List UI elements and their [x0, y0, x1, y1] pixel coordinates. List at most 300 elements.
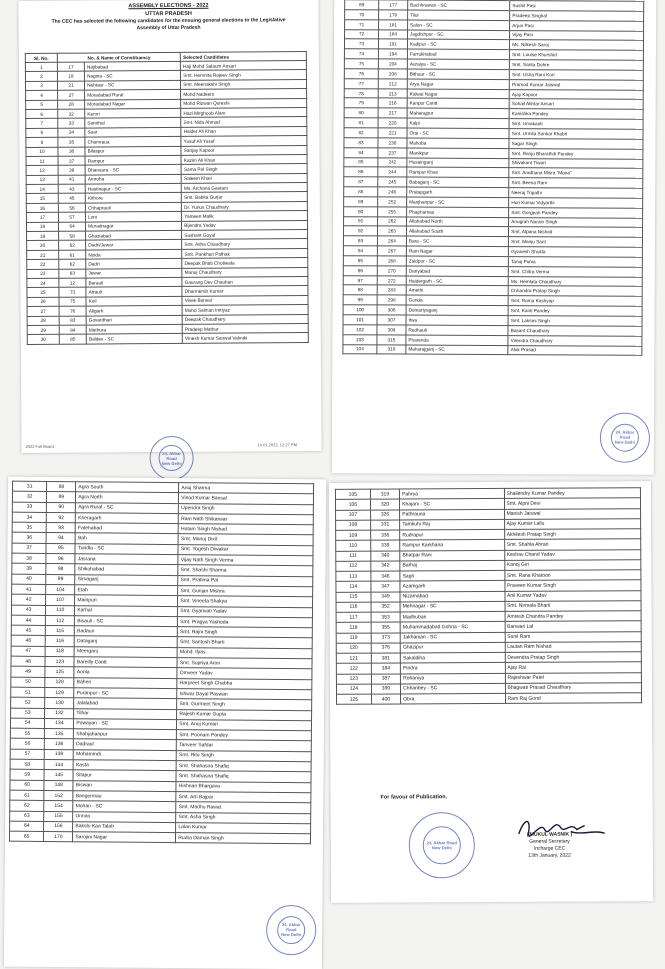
- row-constituency-name: Sagri: [400, 570, 504, 581]
- row-candidate-name: Hishnan Bhargava: [176, 781, 311, 792]
- document-page-1: [18, 0, 321, 466]
- row-constituency-name: Bisauli - SC: [75, 616, 178, 627]
- row-constituency-no: 342: [371, 561, 400, 571]
- row-constituency-no: 76: [59, 306, 86, 316]
- row-constituency-name: Dadri/Jewar: [86, 240, 182, 250]
- candidates-table-2: [342, 0, 644, 356]
- row-candidate-name: Gyanesh Shukla: [509, 247, 643, 258]
- row-candidate-name: Smt. Kanti Pandey: [508, 306, 642, 317]
- row-constituency-name: Bhatpar Rani: [400, 550, 504, 561]
- row-sno: 14: [26, 184, 58, 194]
- row-sno: 33: [12, 502, 46, 513]
- row-candidate-name: Pramod Kumar Jaiswal: [509, 79, 643, 90]
- row-constituency-name: Manjhanpur - SC: [407, 197, 509, 207]
- row-constituency-name: Azamgarh: [400, 581, 504, 592]
- row-constituency-name: Haidergarh - SC: [406, 276, 508, 286]
- row-sno: 94: [343, 246, 377, 256]
- row-candidate-name: Ajay Kapoor: [509, 89, 643, 100]
- row-candidate-name: Smt. Aradhana Misra "Mona": [509, 168, 643, 179]
- row-sno: 87: [344, 177, 378, 187]
- row-candidate-name: Lautan Ram Nishad: [505, 641, 642, 652]
- row-constituency-name: Samthal: [85, 118, 181, 128]
- row-constituency-no: 339: [370, 540, 399, 550]
- row-sno: 113: [336, 571, 371, 581]
- row-constituency-name: Sirsaganj: [75, 574, 178, 585]
- row-sno: 11: [26, 156, 58, 166]
- row-constituency-no: 123: [45, 657, 74, 668]
- row-sno: 78: [344, 88, 378, 98]
- row-sno: 57: [10, 749, 44, 760]
- row-candidate-name: Tanveer Safdar: [177, 740, 312, 751]
- row-constituency-no: 135: [45, 729, 74, 740]
- row-sno: 79: [344, 98, 378, 108]
- row-sno: 119: [336, 633, 371, 643]
- row-constituency-name: Manikpur: [407, 148, 509, 158]
- row-constituency-no: 355: [371, 622, 400, 632]
- row-sno: 2: [25, 72, 57, 82]
- row-candidate-name: Smt. Laksmi Singh: [508, 316, 642, 327]
- row-candidate-name: Ms. Archana Gautam: [181, 183, 307, 193]
- intro-text: The CEC has selected the following candidates for the ensuing general elections to the Legislative Assembly of Uttar Pradesh: [51, 17, 286, 31]
- row-candidate-name: Rudra Daman Singh: [176, 833, 311, 844]
- row-constituency-no: 94: [46, 533, 75, 544]
- row-sno: 93: [343, 236, 377, 246]
- row-sno: 29: [27, 325, 59, 335]
- row-constituency-name: Aonla: [74, 667, 177, 678]
- row-candidate-name: Rajesh Kumar Gupta: [177, 709, 312, 720]
- candidates-table-3: [9, 481, 314, 845]
- row-constituency-no: 18: [57, 71, 84, 81]
- row-constituency-no: 64: [59, 222, 86, 232]
- signature-date: 13th January, 2022: [528, 852, 571, 859]
- row-constituency-name: Arya Nagar: [407, 79, 509, 89]
- row-constituency-name: Jalalabad: [74, 698, 177, 709]
- row-constituency-no: 128: [45, 677, 74, 688]
- row-candidate-name: Praveen Kumar Singh: [504, 580, 641, 591]
- row-sno: 40: [12, 574, 46, 585]
- row-sno: 6: [26, 109, 58, 119]
- row-constituency-no: 191: [379, 39, 408, 49]
- page-header: [18, 1, 318, 32]
- row-constituency-name: Jakhanian - SC: [400, 632, 504, 643]
- row-constituency-name: Ghazipur: [400, 642, 504, 653]
- party-stamp: 24, Akbar Road New Delhi: [409, 812, 475, 878]
- row-constituency-name: Ghaziabad: [86, 230, 182, 240]
- row-sno: 69: [345, 0, 379, 10]
- row-sno: 1: [25, 62, 57, 72]
- row-candidate-name: Smt. Anuj Kumari: [177, 719, 312, 730]
- row-sno: 42: [12, 594, 46, 605]
- table-row: [343, 344, 642, 355]
- row-constituency-no: 309: [377, 325, 406, 335]
- row-constituency-no: 326: [370, 509, 399, 519]
- row-sno: 98: [343, 285, 377, 295]
- row-constituency-no: 268: [377, 256, 406, 266]
- row-constituency-no: 62: [59, 241, 86, 251]
- row-constituency-no: 12: [59, 278, 86, 288]
- row-candidate-name: Ram Raj Gond: [505, 693, 642, 704]
- row-sno: 7: [26, 119, 58, 129]
- row-candidate-name: Smt. Hemnita Rajeev Singh: [181, 70, 307, 80]
- row-constituency-name: Biswan: [73, 780, 176, 791]
- row-constituency-name: Meerganj: [74, 646, 177, 657]
- row-candidate-name: Anuj Sharma: [179, 483, 314, 494]
- row-constituency-no: 346: [371, 571, 400, 581]
- row-candidate-name: Anil Kumar Yadav: [504, 590, 641, 601]
- row-constituency-name: Atrauli: [86, 287, 182, 297]
- row-candidate-name: Sagar Singh: [509, 138, 643, 149]
- row-constituency-no: 21: [58, 81, 85, 91]
- row-constituency-name: Bilaspur: [85, 146, 181, 156]
- row-candidate-name: Ajay Rai: [505, 662, 642, 673]
- row-sno: 41: [12, 584, 46, 595]
- row-constituency-no: 237: [378, 148, 407, 158]
- row-constituency-name: Bah: [75, 533, 178, 544]
- row-constituency-no: 212: [378, 79, 407, 89]
- row-candidate-name: Smt. Arti Bajpai: [176, 792, 311, 803]
- row-constituency-no: 129: [45, 687, 74, 698]
- row-candidate-name: Smt. Pratima Pal: [178, 575, 313, 586]
- row-constituency-name: Auraiya - SC: [407, 59, 509, 69]
- row-sno: 25: [27, 288, 59, 298]
- row-candidate-name: Smt. Pankhuri Pathak: [182, 248, 308, 258]
- row-constituency-no: 43: [58, 184, 85, 194]
- row-constituency-no: 263: [378, 226, 407, 236]
- row-constituency-no: 306: [377, 305, 406, 315]
- row-constituency-no: 376: [371, 643, 400, 653]
- candidates-table-1: [25, 51, 309, 345]
- row-sno: 22: [27, 259, 59, 269]
- election-title: ASSEMBLY ELECTIONS - 2022: [128, 2, 209, 10]
- row-constituency-no: 267: [377, 246, 406, 256]
- row-constituency-name: Kithore: [85, 193, 181, 203]
- row-constituency-no: 88: [47, 481, 76, 492]
- row-constituency-name: Agra South: [76, 482, 179, 493]
- row-constituency-name: Ram Nagar: [406, 246, 508, 256]
- row-constituency-name: Salon - SC: [408, 20, 510, 30]
- row-sno: 47: [11, 646, 45, 657]
- row-candidate-name: Smt. Urmila Sonkar Khabri: [509, 129, 643, 140]
- row-sno: 108: [336, 520, 371, 530]
- row-candidate-name: Smt. Nida Ahmad: [181, 117, 307, 127]
- row-sno: 12: [26, 166, 58, 176]
- row-sno: 116: [336, 602, 371, 612]
- row-candidate-name: Sohail Akhtar Ansari: [509, 99, 643, 110]
- row-sno: 95: [343, 256, 377, 266]
- row-constituency-no: 73: [59, 287, 86, 297]
- row-constituency-no: 387: [371, 673, 400, 683]
- row-candidate-name: Banwari Lal: [505, 621, 642, 632]
- row-candidate-name: Ram Nath Shikarwar: [179, 514, 314, 525]
- row-constituency-no: 194: [379, 49, 408, 59]
- signatory-block: [527, 832, 573, 860]
- row-constituency-no: 34: [58, 128, 85, 138]
- row-candidate-name: Akhilesh Pratap Singh: [504, 529, 641, 540]
- row-constituency-no: 139: [44, 749, 73, 760]
- row-candidate-name: Smt. Supriya Aron: [177, 658, 312, 669]
- row-constituency-no: 177: [379, 0, 408, 10]
- row-constituency-name: Sitapur: [73, 770, 176, 781]
- row-constituency-name: Kidwai Nagar: [407, 89, 509, 99]
- row-candidate-name: Smt. Usha Rani Kori: [510, 69, 644, 80]
- row-constituency-name: Nagina - SC: [85, 71, 181, 81]
- row-candidate-name: Tanuj Punia: [509, 257, 643, 268]
- col-sno: Sl. No.: [25, 53, 57, 62]
- row-sno: 58: [10, 759, 44, 770]
- row-candidate-name: Vivek Bansal: [182, 295, 308, 305]
- row-constituency-name: Shahjahanpur: [74, 729, 177, 740]
- row-constituency-no: 400: [371, 694, 400, 704]
- party-stamp: 24, Akbar Road New Delhi: [600, 413, 650, 463]
- row-constituency-name: Kasta: [73, 760, 176, 771]
- row-sno: 37: [12, 543, 46, 554]
- row-constituency-name: Rampur: [85, 155, 181, 165]
- row-constituency-no: 56: [58, 203, 85, 213]
- row-constituency-name: Govardhan: [86, 315, 182, 325]
- row-sno: 120: [336, 643, 371, 653]
- row-constituency-name: Dhanaura - SC: [85, 165, 181, 175]
- row-candidate-name: Smt. Alpni Devi: [504, 498, 641, 509]
- row-candidate-name: Smt. Shashi Sharma: [178, 565, 313, 576]
- row-constituency-name: Jewar: [86, 268, 182, 278]
- row-sno: 82: [344, 128, 378, 138]
- row-constituency-name: Allahabad South: [406, 226, 508, 236]
- row-constituency-no: 336: [370, 530, 399, 540]
- row-candidate-name: Sama Pal Singh: [181, 164, 307, 174]
- row-sno: 63: [10, 811, 44, 822]
- row-constituency-no: 99: [46, 574, 75, 585]
- row-constituency-name: Mathura: [86, 324, 182, 334]
- row-candidate-name: Smt. Rama Kashyap: [508, 296, 642, 307]
- row-constituency-name: Unnao: [73, 811, 176, 822]
- row-constituency-no: 349: [371, 591, 400, 601]
- row-candidate-name: Bijendra Yadav: [182, 220, 308, 230]
- row-constituency-name: Fatehabad: [75, 523, 178, 534]
- row-sno: 4: [26, 90, 58, 100]
- row-sno: 104: [343, 344, 377, 354]
- row-candidate-name: Ajay Kumar Lallu: [504, 518, 641, 529]
- row-constituency-no: 144: [44, 759, 73, 770]
- row-sno: 17: [26, 213, 58, 223]
- row-candidate-name: Hori Kumar Vidyarthi: [509, 197, 643, 208]
- row-constituency-name: Orai - SC: [407, 128, 509, 138]
- row-constituency-no: 115: [46, 626, 75, 637]
- row-candidate-name: Smt. Beena Rani: [509, 178, 643, 189]
- row-candidate-name: Smt. Gunjan Mishra: [178, 586, 313, 597]
- row-constituency-no: 242: [378, 157, 407, 167]
- row-candidate-name: Virendra Chaudhary: [508, 335, 642, 346]
- row-sno: 72: [345, 29, 379, 39]
- row-candidate-name: Ms. Hemlata Chaudhary: [508, 276, 642, 287]
- row-constituency-name: Mohan - SC: [73, 801, 176, 812]
- row-candidate-name: Smt. Meenakshi Singh: [181, 79, 307, 89]
- row-sno: 8: [26, 128, 58, 138]
- row-constituency-name: Noida: [86, 249, 182, 259]
- row-candidate-name: Omveer Yadav: [177, 668, 312, 679]
- row-constituency-no: 246: [378, 187, 407, 197]
- row-sno: 77: [344, 78, 378, 88]
- row-constituency-name: Mehnagar - SC: [400, 601, 504, 612]
- row-sno: 89: [344, 197, 378, 207]
- row-constituency-no: 178: [379, 10, 408, 20]
- row-sno: 86: [344, 167, 378, 177]
- row-sno: 73: [344, 39, 378, 49]
- row-constituency-no: 132: [45, 708, 74, 719]
- row-sno: 21: [27, 250, 59, 260]
- row-constituency-no: 96: [46, 554, 75, 565]
- row-constituency-no: 134: [45, 718, 74, 729]
- row-candidate-name: Sushil Pasi: [510, 1, 644, 12]
- row-sno: 114: [336, 581, 371, 591]
- row-constituency-name: Bakshi Kaa Talab: [73, 821, 176, 832]
- row-candidate-name: Ishwar Dayal Paswan: [177, 689, 312, 700]
- row-constituency-name: Phaphamau: [407, 207, 509, 217]
- row-constituency-name: Puranpur - SC: [74, 688, 177, 699]
- row-constituency-no: 262: [378, 216, 407, 226]
- row-candidate-name: Smt. Gorgeah Pandey: [509, 207, 643, 218]
- row-sno: 65: [9, 831, 43, 842]
- row-constituency-name: Maharajganj - SC: [406, 345, 508, 355]
- row-candidate-name: Yusuf Ali Yusuf: [181, 136, 307, 146]
- row-candidate-name: Smt. Poonam Pandey: [177, 730, 312, 741]
- row-sno: 99: [343, 295, 377, 305]
- row-sno: 46: [11, 636, 45, 647]
- row-constituency-name: Baldev - SC: [86, 334, 182, 344]
- row-constituency-name: Hastinapur - SC: [85, 183, 181, 193]
- row-sno: 50: [11, 677, 45, 688]
- row-candidate-name: Smt. Sarita Dohre: [510, 60, 644, 71]
- row-constituency-name: Suar: [85, 127, 181, 137]
- row-sno: 91: [344, 216, 378, 226]
- row-constituency-no: 37: [58, 156, 85, 166]
- row-sno: 30: [27, 335, 59, 345]
- row-constituency-name: Pahrya: [400, 488, 504, 499]
- row-constituency-name: Muradnagar: [86, 221, 182, 231]
- row-candidate-name: Smt. Shahla Ahrari: [504, 539, 641, 550]
- row-sno: 35: [12, 522, 46, 533]
- row-constituency-name: Nehtaur - SC: [85, 80, 181, 90]
- row-constituency-name: Dadraul: [74, 739, 177, 750]
- row-sno: 88: [344, 187, 378, 197]
- row-constituency-no: 136: [45, 739, 74, 750]
- row-sno: 74: [344, 49, 378, 59]
- row-constituency-no: 84: [59, 325, 86, 335]
- col-constituency: No. & Name of Constituency: [57, 52, 180, 62]
- document-page-3: [4, 477, 326, 969]
- row-candidate-name: Smt. Babita Gurjar: [182, 192, 308, 202]
- row-sno: 107: [336, 510, 371, 520]
- row-candidate-name: Bhagwati Prasad Chaudhary: [505, 682, 642, 693]
- row-sno: 109: [336, 530, 371, 540]
- row-constituency-no: 130: [45, 698, 74, 709]
- row-constituency-name: Shikohabad: [75, 564, 178, 575]
- row-sno: 80: [344, 108, 378, 118]
- page-footer-left: 2022 Full Board: [25, 443, 54, 450]
- row-candidate-name: Smt. Shahasna Shafiq: [176, 761, 311, 772]
- row-constituency-no: 181: [379, 20, 408, 30]
- row-constituency-name: Badaun: [75, 626, 178, 637]
- row-constituency-name: Tilhar: [74, 708, 177, 719]
- table-row: [9, 831, 310, 844]
- row-candidate-name: Basant Chaudhary: [508, 325, 642, 336]
- row-sno: 71: [345, 19, 379, 29]
- row-candidate-name: Keshav Chand Yadav: [504, 549, 641, 560]
- row-constituency-no: 373: [371, 632, 400, 642]
- row-sno: 43: [11, 605, 45, 616]
- row-constituency-name: Barauli: [86, 277, 182, 287]
- row-constituency-no: 63: [59, 269, 86, 279]
- row-constituency-no: 320: [370, 499, 399, 509]
- row-constituency-no: 41: [58, 175, 85, 185]
- row-sno: 45: [11, 625, 45, 636]
- row-sno: 15: [26, 194, 58, 204]
- row-constituency-no: 98: [46, 564, 75, 575]
- row-sno: 54: [10, 718, 44, 729]
- row-candidate-name: Haji Mohd Salaum Ansari: [181, 61, 307, 71]
- row-sno: 105: [335, 489, 370, 499]
- row-constituency-name: Mainpuri: [75, 595, 178, 606]
- row-constituency-no: 347: [371, 581, 400, 591]
- row-constituency-name: Tamkuhi Raj: [400, 519, 504, 530]
- row-sno: 3: [25, 81, 57, 91]
- row-constituency-name: Bangermau: [73, 791, 176, 802]
- row-sno: 59: [10, 769, 44, 780]
- party-stamp: 24, Akbar Road New Delhi: [266, 905, 316, 955]
- row-candidate-name: Pradeep Mathur: [182, 323, 308, 333]
- row-sno: 16: [26, 203, 58, 213]
- row-constituency-no: 125: [45, 667, 74, 678]
- table-row: [337, 693, 642, 705]
- row-constituency-name: Husainganj: [407, 158, 509, 168]
- row-constituency-no: 319: [370, 489, 399, 499]
- row-constituency-no: 170: [44, 832, 73, 843]
- row-constituency-name: Jagdishpur - SC: [407, 30, 509, 40]
- row-constituency-no: 107: [46, 595, 75, 606]
- row-constituency-name: Rohaniya: [401, 673, 505, 684]
- row-constituency-name: Rudhauli: [406, 325, 508, 335]
- row-constituency-name: Koil: [86, 296, 182, 306]
- row-candidate-name: Devendra Pratap Singh: [505, 652, 642, 663]
- row-constituency-name: Agra Rural - SC: [76, 502, 179, 513]
- row-sno: 38: [12, 553, 46, 564]
- row-constituency-name: Jasrana: [75, 554, 178, 565]
- row-constituency-name: Sarojini Nagar: [73, 832, 176, 843]
- row-constituency-no: 208: [378, 69, 407, 79]
- row-candidate-name: Amresh Chandra Pandey: [505, 611, 642, 622]
- row-constituency-no: 89: [47, 492, 76, 503]
- row-constituency-no: 353: [371, 612, 400, 622]
- row-candidate-name: Smt. Pragya Yashoda: [178, 616, 313, 627]
- row-constituency-name: Agra North: [76, 492, 179, 503]
- row-candidate-name: Smt. Rajni Singh: [178, 627, 313, 638]
- row-sno: 27: [27, 306, 59, 316]
- row-sno: 96: [343, 265, 377, 275]
- row-constituency-name: Zaidpur - SC: [406, 256, 508, 266]
- row-sno: 92: [343, 226, 377, 236]
- row-constituency-name: Amroha: [85, 174, 181, 184]
- row-candidate-name: Ms. Nilkesh Saroj: [510, 40, 644, 51]
- row-constituency-no: 75: [59, 297, 86, 307]
- row-candidate-name: Mohd Nadeem: [181, 89, 307, 99]
- row-candidate-name: Mohd Rizwan Qureshi: [181, 98, 307, 108]
- row-candidate-name: Rajeshwar Patel: [505, 672, 642, 683]
- row-sno: 39: [12, 564, 46, 575]
- row-candidate-name: Smt. Shahasna Shafiq: [176, 771, 311, 782]
- row-candidate-name: Kazim Ali Khan: [181, 154, 307, 164]
- row-candidate-name: Harpreet Singh Chabba: [177, 678, 312, 689]
- row-sno: 124: [336, 684, 371, 694]
- row-constituency-name: Dariyabad: [406, 266, 508, 276]
